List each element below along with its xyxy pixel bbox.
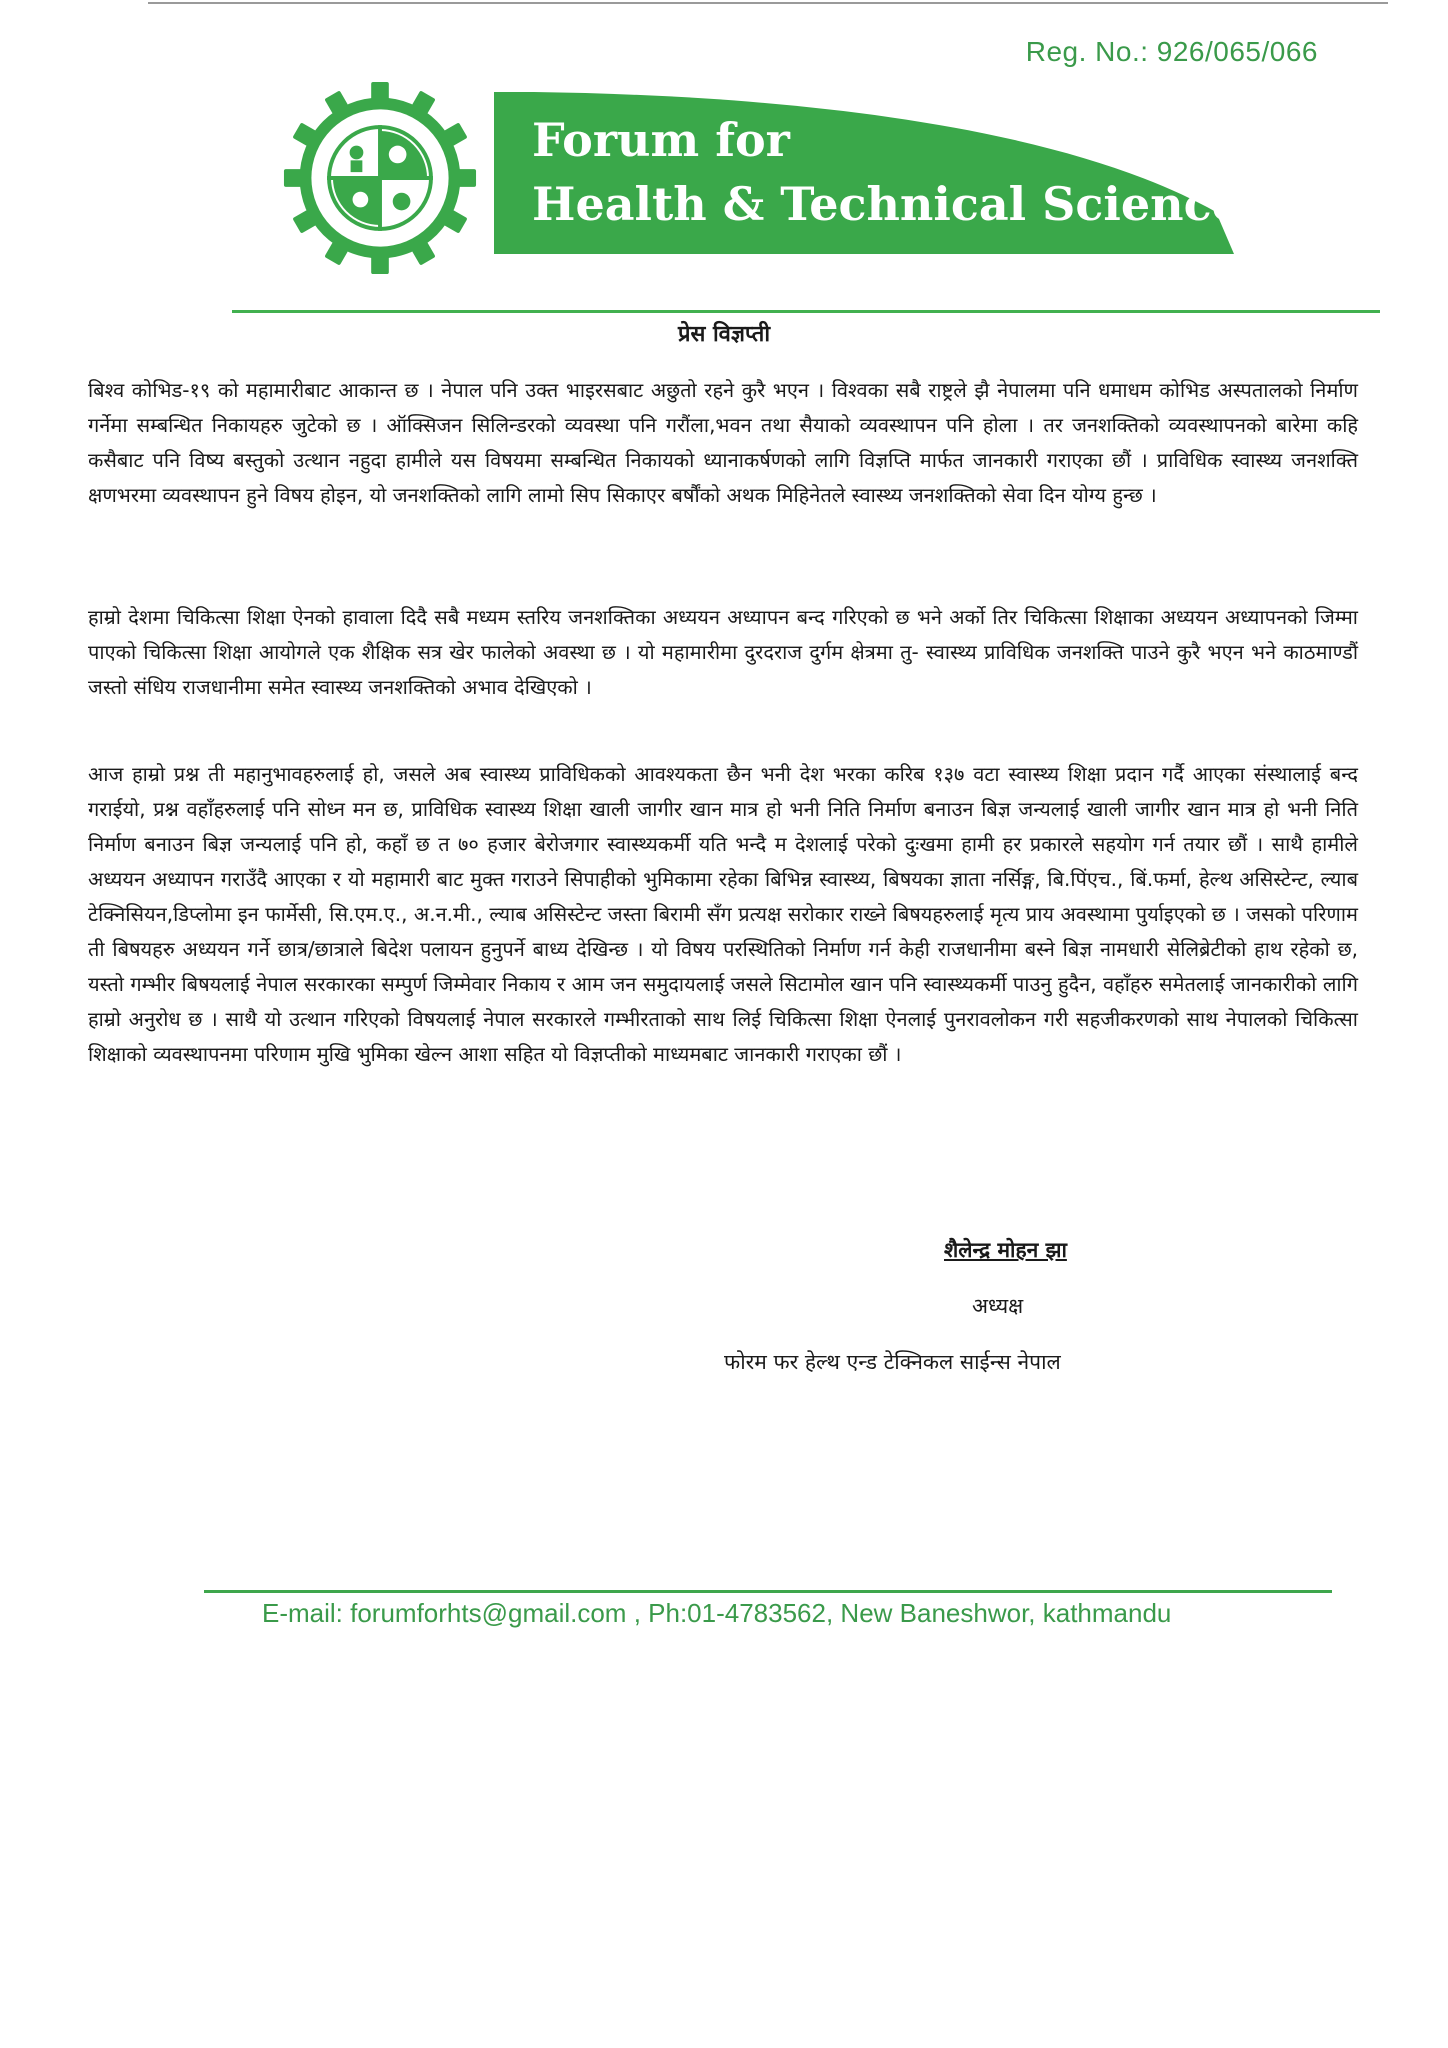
organization-name: [532, 108, 1241, 236]
signatory-organization: फोरम फर हेल्थ एन्ड टेक्निकल साईन्स नेपाल: [724, 1350, 1061, 1374]
footer-divider: [204, 1590, 1332, 1593]
press-release-title: प्रेस विज्ञप्ती: [677, 322, 771, 347]
footer-contact: E-mail: forumforhts@gmail.com , Ph:01-4783562, New Baneshwor, kathmandu: [262, 1598, 1172, 1628]
paragraph-2: हाम्रो देशमा चिकित्सा शिक्षा ऐनको हावाला दिदै सबै मध्यम स्तरिय जनशक्तिका अध्ययन अध्यापन बन्द गरिएको छ भने अर्को तिर चिकित्सा शिक्षाका अध्ययन अध्यापनको जिम्मा पाएको चिकित्सा शिक्षा आयोगले एक शैक्षिक सत्र खेर फालेको अवस्था छ । यो महामारीमा दुरदराज दुर्गम क्षेत्रमा तु- स्वास्थ्य प्राविधिक जनशक्ति पाउने कुरै भएन भने काठमाण्डौं जस्तो संधिय राजधानीमा समेत स्वास्थ्य जनशक्तिको अभाव देखिएको ।: [88, 605, 1358, 699]
paragraph-3: आज हाम्रो प्रश्न ती महानुभावहरुलाई हो, जसले अब स्वास्थ्य प्राविधिकको आवश्यकता छैन भनी देश भरका करिब १३७ वटा स्वास्थ्य शिक्षा प्रदान गर्दै आएका संस्थालाई बन्द गराईयो, प्रश्न वहाँहरुलाई पनि सोध्न मन छ, प्राविधिक स्वास्थ्य शिक्षा खाली जागीर खान मात्र हो भनी निति निर्माण बनाउन बिज्ञ जन्यलाई खाली जागीर खान मात्र हो भनी निति निर्माण बनाउन बिज्ञ जन्यलाई पनि हो, कहाँ छ त ७० हजार बेरोजगार स्वास्थ्यकर्मी यति भन्दै म देशलाई परेको दुःखमा हामी हर प्रकारले सहयोग गर्न तयार छौं । साथै हामीले अध्ययन अध्यापन गराउँदै आएका र यो महामारी बाट मुक्त गराउने सिपाहीको भुमिकामा रहेका बिभिन्न स्वास्थ्य, बिषयका ज्ञाता नर्सिङ्ग, बि.पिंएच., बिं.फर्मा, हेल्थ असिस्टेन्ट, ल्याब टेक्निसियन,डिप्लोमा इन फार्मेसी, सि.एम.ए., अ.न.मी., ल्याब असिस्टेन्ट जस्ता बिरामी सँग प्रत्यक्ष सरोकार राख्ने बिषयहरुलाई मृत्य प्राय अवस्थामा पुर्याइएको छ । जसको परिणाम ती बिषयहरु अध्ययन गर्ने छात्र/छात्राले बिदेश पलायन हुनुपर्ने बाध्य देखिन्छ । यो विषय परस्थितिको निर्माण गर्न केही राजधानीमा बस्ने बिज्ञ नामधारी सेलिब्रेटीको हाथ रहेको छ, यस्तो गम्भीर बिषयलाई नेपाल सरकारका सम्पुर्ण जिम्मेवार निकाय र आम जन समुदायलाई जसले सिटामोल खान पनि स्वास्थ्यकर्मी पाउनु हुदैन, वहाँहरु समेतलाई जानकारीको लागि हाम्रो अनुरोध छ । साथै यो उत्थान गरिएको विषयलाई नेपाल सरकारले गम्भीरताको साथ लिई चिकित्सा शिक्षा ऐनलाई पुनरावलोकन गरी सहजीकरणको साथ नेपालको चिकित्सा शिक्षाको व्यवस्थापनमा परिणाम मुखि भुमिका खेल्न आशा सहित यो विज्ञप्तीको माध्यमबाट जानकारी गराएका छौं ।: [88, 762, 1358, 1066]
gear-logo-icon: [282, 80, 478, 276]
paragraph-1: बिश्व कोभिड-१९ को महामारीबाट आकान्त छ । नेपाल पनि उक्त भाइरसबाट अछुतो रहने कुरै भएन । विश्वका सबै राष्ट्रले झै नेपालमा पनि धमाधम कोभिड अस्पतालको निर्माण गर्नेमा सम्बन्धित निकायहरु जुटेको छ । ऑक्सिजन सिलिन्डरको व्यवस्था पनि गरौंला,भवन तथा सैयाको व्यवस्थापन पनि होला । तर जनशक्तिको व्यवस्थापनको बारेमा कहि कसैबाट पनि विष्य बस्तुको उत्थान नहुदा हामीले यस विषयमा सम्बन्धित निकायको ध्यानाकर्षणको लागि विज्ञप्ति मार्फत जानकारी गराएका छौं । प्राविधिक स्वास्थ्य जनशक्ति क्षणभरमा व्यवस्थापन हुने विषय होइन, यो जनशक्तिको लागि लामो सिप सिकाएर बर्षौंको अथक मिहिनेतले स्वास्थ्य जनशक्तिको सेवा दिन योग्य हुन्छ ।: [88, 378, 1358, 507]
top-divider: [148, 2, 1388, 4]
signatory-role: अध्यक्ष: [972, 1294, 1024, 1318]
header-divider: [232, 310, 1380, 313]
registration-number: Reg. No.: 926/065/066: [1025, 36, 1318, 67]
org-name-line2: Health & Technical Science: [532, 177, 1241, 231]
signatory-name: शैलेन्द्र मोहन झा: [944, 1238, 1067, 1262]
org-name-line1: Forum for: [532, 113, 790, 167]
